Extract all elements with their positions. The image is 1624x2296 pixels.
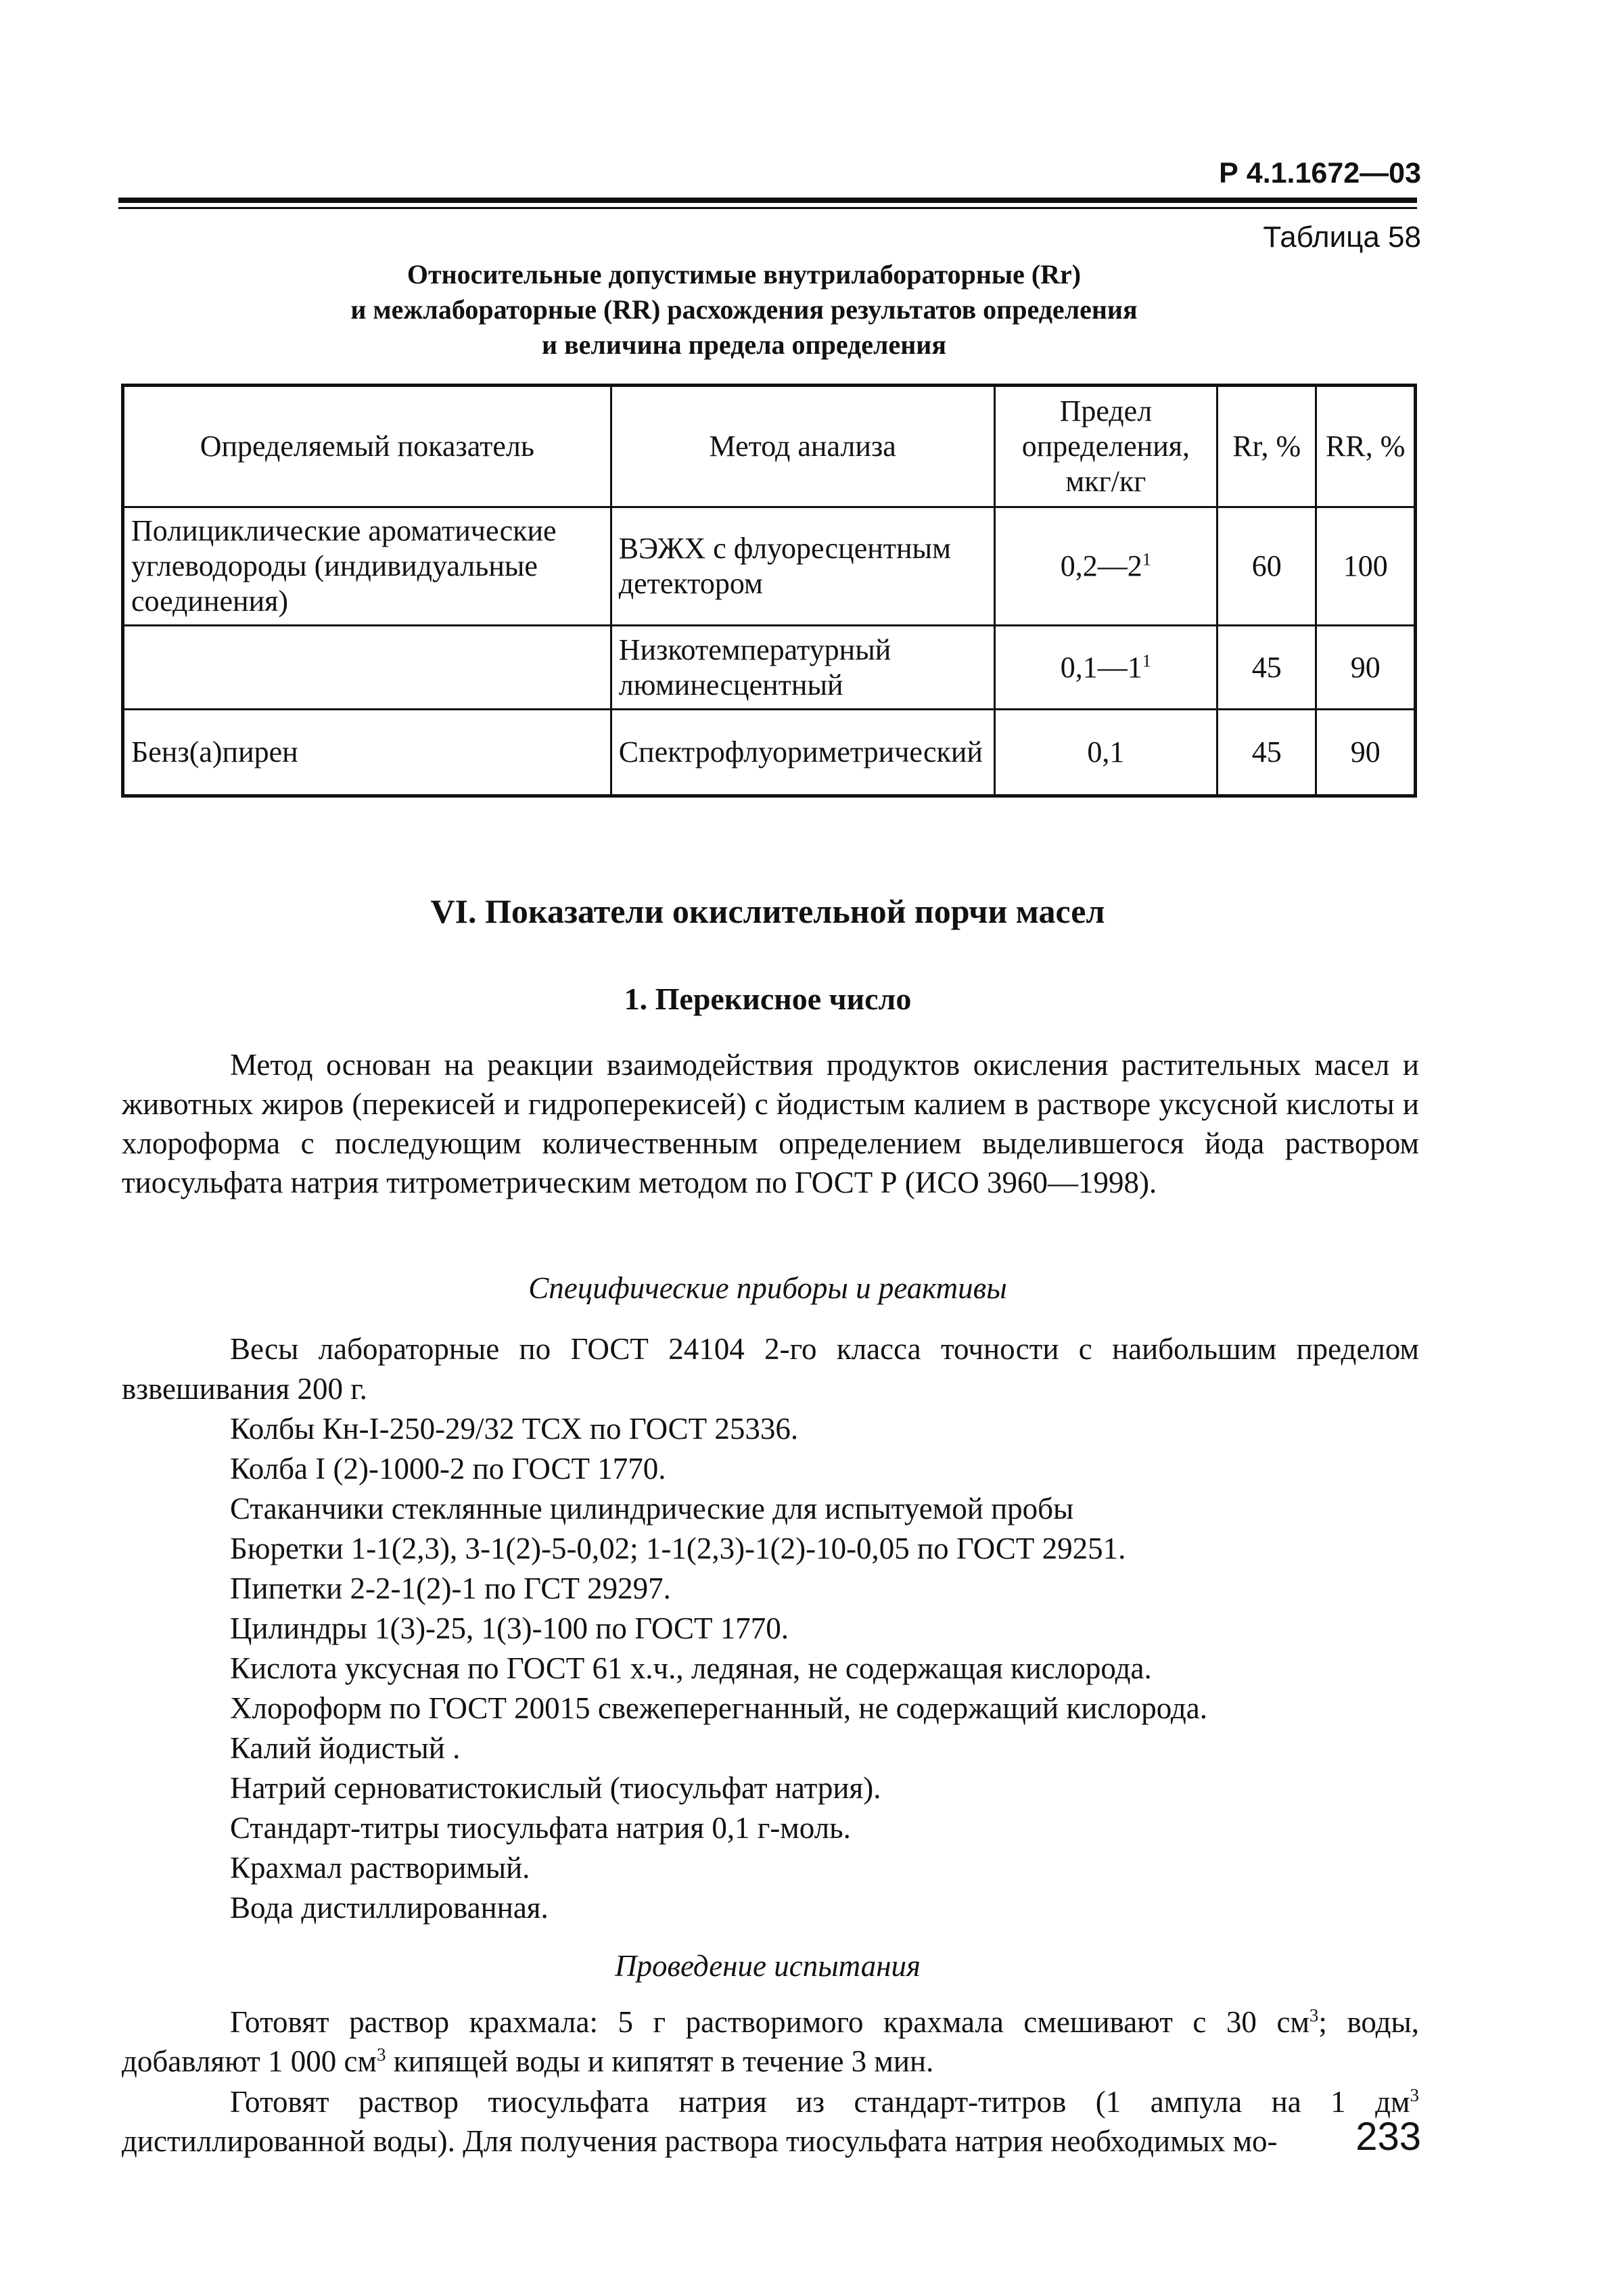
cell-limit [994,626,1217,710]
cell-rr-big: 90 [1316,626,1416,710]
document-code: Р 4.1.1672—03 [1219,157,1421,189]
table-caption-line: Относительные допустимые внутрилабораторные (Rr) [407,259,1082,290]
header-indicator: Определяемый показатель [123,386,611,507]
list-item: Пипетки 2-2-1(2)-1 по ГСТ 29297. [230,1571,671,1605]
procedure-heading: Проведение испытания [615,1949,921,1983]
cell-method: ВЭЖХ с флуоресцентным детектором [611,507,994,626]
paragraph-text: дистиллированной воды). Для получения раствора тиосульфата натрия необходимых мо- [122,2124,1278,2158]
superscript: 3 [376,2044,386,2065]
superscript: 3 [1309,2005,1319,2025]
list-item: Вода дистиллированная. [230,1891,549,1925]
equipment-heading: Специфические приборы и реактивы [528,1271,1007,1305]
table-caption-line: и величина предела определения [542,329,946,360]
list-item: Бюретки 1-1(2,3), 3-1(2)-5-0,02; 1-1(2,3)-1(2)-10-0,05 по ГОСТ 29251. [230,1532,1126,1565]
header-method: Метод анализа [611,386,994,507]
list-item: Стандарт-титры тиосульфата натрия 0,1 г-моль. [230,1811,851,1845]
cell-limit [994,710,1217,796]
cell-method: Спектрофлуориметрический [611,710,994,796]
cell-method: Низкотемпературный люминесцентный [611,626,994,710]
limit-footnote-mark: 1 [1142,549,1151,570]
intro-paragraph: Метод основан на реакции взаимодействия продуктов окисления растительных масел и животных жиров (перекисей и гидроперекисей) с йодистым калием в растворе уксусной кислоты и хлороформа с последующим количественным определением выделившегося йода раствором тиосульфата натрия титрометрическим методом по ГОСТ Р (ИСО 3960—1998). [122,1048,1419,1199]
table-caption-line: и межлабораторные (RR) расхождения результатов определения [350,294,1138,325]
limit-value: 0,1 [1087,735,1125,768]
procedure-paragraph [122,2002,1419,2081]
list-item: Стаканчики стеклянные цилиндрические для испытуемой пробы [230,1492,1074,1525]
limit-value: 0,2—2 [1060,549,1142,582]
section-title: VI. Показатели окислительной порчи масел [430,892,1105,930]
paragraph-text: кипящей воды и кипятят в течение 3 мин. [386,2044,934,2078]
data-table [121,384,1417,798]
procedure-paragraph [122,2082,1419,2161]
cell-rr-big: 90 [1316,710,1416,796]
paragraph-text: ; воды, добавляют 1 000 см [122,2005,1419,2078]
list-item: Цилиндры 1(3)-25, 1(3)-100 по ГОСТ 1770. [230,1611,789,1645]
paragraph-text: Готовят раствор крахмала: 5 г растворимого крахмала смешивают с 30 см [230,2005,1309,2039]
cell-rr-small: 45 [1217,710,1316,796]
table-header-row [123,386,1416,507]
list-item: Хлороформ по ГОСТ 20015 свежеперегнанный, не содержащий кислорода. [230,1691,1208,1725]
table-row [123,507,1416,626]
equipment-list [122,1329,1419,1928]
table-number: Таблица 58 [1263,221,1421,254]
header-rule-thin [118,207,1417,209]
cell-rr-small: 60 [1217,507,1316,626]
header-limit: Предел определения, мкг/кг [994,386,1217,507]
cell-limit [994,507,1217,626]
page-number: 233 [1355,2115,1421,2159]
table-caption [203,257,1285,363]
cell-indicator [123,626,611,710]
table-row [123,710,1416,796]
table-row [123,626,1416,710]
cell-rr-small: 45 [1217,626,1316,710]
list-item: Колба I (2)-1000-2 по ГОСТ 1770. [230,1452,666,1486]
cell-rr-big: 100 [1316,507,1416,626]
limit-value: 0,1—1 [1060,650,1142,684]
list-item: Натрий серноватистокислый (тиосульфат натрия). [230,1771,881,1805]
list-item: Колбы Кн-I-250-29/32 ТСХ по ГОСТ 25336. [230,1412,799,1446]
header-rule-thick [118,198,1417,203]
header-rr-big: RR, % [1316,386,1416,507]
list-item: Крахмал растворимый. [230,1851,530,1885]
list-item: Калий йодистый . [230,1731,461,1765]
cell-indicator: Бенз(а)пирен [123,710,611,796]
cell-indicator: Полициклические ароматические углеводороды (индивидуальные соединения) [123,507,611,626]
paragraph-text: Готовят раствор тиосульфата натрия из стандарт-титров (1 ампула на 1 дм [230,2085,1410,2119]
list-item: Кислота уксусная по ГОСТ 61 х.ч., ледяная, не содержащая кислорода. [230,1651,1152,1685]
limit-footnote-mark: 1 [1142,649,1151,670]
header-rr-small: Rr, % [1217,386,1316,507]
list-item: Весы лабораторные по ГОСТ 24104 2-го класса точности с наибольшим пределом взвешивания 200 г. [122,1332,1419,1406]
subsection-title: 1. Перекисное число [624,982,912,1016]
superscript: 3 [1410,2085,1419,2105]
